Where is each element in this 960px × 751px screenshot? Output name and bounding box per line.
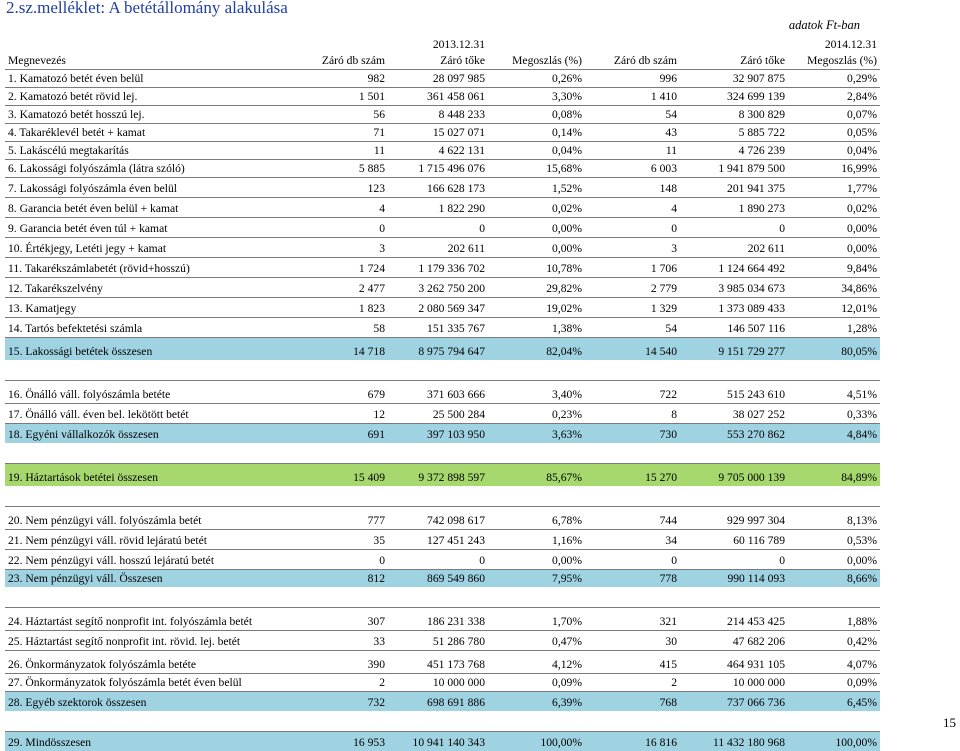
row-label: 16. Önálló váll. folyószámla betéte bbox=[5, 381, 270, 404]
table-row bbox=[5, 507, 880, 530]
row-value: 397 103 950 bbox=[388, 424, 488, 444]
row-label: 25. Háztartást segítő nonprofit int. rövid. lej. betét bbox=[5, 631, 270, 651]
row-value: 464 931 105 bbox=[680, 651, 788, 674]
row-value: 12,01% bbox=[788, 298, 880, 318]
year-header-row bbox=[5, 37, 880, 53]
row-value: 0,33% bbox=[788, 404, 880, 424]
row-label: 22. Nem pénzügyi váll. hosszú lejáratú betét bbox=[5, 550, 270, 570]
column-header-row bbox=[5, 53, 880, 70]
row-label: 24. Háztartást segítő nonprofit int. folyószámla betét bbox=[5, 608, 270, 631]
row-value: 8,66% bbox=[788, 570, 880, 588]
row-value: 1 706 bbox=[585, 258, 680, 278]
row-value: 1 179 336 702 bbox=[388, 258, 488, 278]
row-value: 151 335 767 bbox=[388, 318, 488, 338]
row-value: 100,00% bbox=[788, 732, 880, 751]
row-value: 0,09% bbox=[788, 674, 880, 692]
spacer-cell bbox=[5, 587, 880, 608]
row-value: 691 bbox=[270, 424, 388, 444]
row-value: 43 bbox=[585, 124, 680, 142]
row-value: 35 bbox=[270, 530, 388, 550]
table-row bbox=[5, 550, 880, 570]
row-value: 9,84% bbox=[788, 258, 880, 278]
row-value: 9 705 000 139 bbox=[680, 464, 788, 487]
row-value: 38 027 252 bbox=[680, 404, 788, 424]
column-header: Megoszlás (%) bbox=[788, 53, 880, 70]
row-value: 1 124 664 492 bbox=[680, 258, 788, 278]
table-row bbox=[5, 732, 880, 751]
spacer-cell bbox=[5, 360, 880, 381]
row-value: 2 477 bbox=[270, 278, 388, 298]
row-value: 361 458 061 bbox=[388, 88, 488, 106]
row-value: 29,82% bbox=[488, 278, 585, 298]
row-value: 307 bbox=[270, 608, 388, 631]
row-value: 47 682 206 bbox=[680, 631, 788, 651]
row-value: 15,68% bbox=[488, 160, 585, 178]
row-value: 0,08% bbox=[488, 106, 585, 124]
spacer-row bbox=[5, 711, 880, 732]
table-row bbox=[5, 178, 880, 198]
row-value: 0 bbox=[388, 550, 488, 570]
row-value: 3 985 034 673 bbox=[680, 278, 788, 298]
row-value: 1 715 496 076 bbox=[388, 160, 488, 178]
row-value: 54 bbox=[585, 318, 680, 338]
row-value: 0,53% bbox=[788, 530, 880, 550]
row-value: 1,88% bbox=[788, 608, 880, 631]
row-value: 812 bbox=[270, 570, 388, 588]
table-row bbox=[5, 278, 880, 298]
year-2014: 2014.12.31 bbox=[788, 37, 880, 53]
row-label: 12. Takarékszelvény bbox=[5, 278, 270, 298]
table-row bbox=[5, 298, 880, 318]
row-value: 730 bbox=[585, 424, 680, 444]
row-value: 732 bbox=[270, 692, 388, 712]
row-value: 2,84% bbox=[788, 88, 880, 106]
row-label: 28. Egyéb szektorok összesen bbox=[5, 692, 270, 712]
row-value: 929 997 304 bbox=[680, 507, 788, 530]
row-value: 15 270 bbox=[585, 464, 680, 487]
row-value: 6,78% bbox=[488, 507, 585, 530]
row-value: 10,78% bbox=[488, 258, 585, 278]
row-label: 17. Önálló váll. éven bel. lekötött betét bbox=[5, 404, 270, 424]
row-value: 25 500 284 bbox=[388, 404, 488, 424]
row-value: 2 bbox=[270, 674, 388, 692]
row-value: 19,02% bbox=[488, 298, 585, 318]
blank-cell bbox=[270, 37, 388, 53]
row-value: 371 603 666 bbox=[388, 381, 488, 404]
table-row bbox=[5, 674, 880, 692]
table-row bbox=[5, 338, 880, 361]
row-value: 321 bbox=[585, 608, 680, 631]
row-value: 1 822 290 bbox=[388, 198, 488, 218]
table-row bbox=[5, 404, 880, 424]
row-value: 4,07% bbox=[788, 651, 880, 674]
row-value: 698 691 886 bbox=[388, 692, 488, 712]
row-value: 15 409 bbox=[270, 464, 388, 487]
row-value: 0,07% bbox=[788, 106, 880, 124]
row-value: 10 000 000 bbox=[388, 674, 488, 692]
row-value: 1,77% bbox=[788, 178, 880, 198]
row-value: 324 699 139 bbox=[680, 88, 788, 106]
row-value: 0,47% bbox=[488, 631, 585, 651]
row-value: 2 bbox=[585, 674, 680, 692]
page-title: 2.sz.melléklet: A betétállomány alakulása bbox=[6, 0, 288, 18]
column-header: Megnevezés bbox=[5, 53, 270, 70]
row-value: 0 bbox=[270, 550, 388, 570]
row-value: 3,30% bbox=[488, 88, 585, 106]
row-value: 8 300 829 bbox=[680, 106, 788, 124]
table-row bbox=[5, 88, 880, 106]
row-value: 32 907 875 bbox=[680, 70, 788, 88]
table-row bbox=[5, 631, 880, 651]
row-value: 1 329 bbox=[585, 298, 680, 318]
row-value: 0,00% bbox=[788, 550, 880, 570]
row-value: 1,38% bbox=[488, 318, 585, 338]
row-value: 123 bbox=[270, 178, 388, 198]
row-value: 5 885 bbox=[270, 160, 388, 178]
row-label: 1. Kamatozó betét éven belül bbox=[5, 70, 270, 88]
row-value: 33 bbox=[270, 631, 388, 651]
row-value: 0,02% bbox=[788, 198, 880, 218]
spacer-row bbox=[5, 587, 880, 608]
row-value: 415 bbox=[585, 651, 680, 674]
row-value: 0,14% bbox=[488, 124, 585, 142]
row-value: 7,95% bbox=[488, 570, 585, 588]
row-value: 768 bbox=[585, 692, 680, 712]
table-row bbox=[5, 70, 880, 88]
table-row bbox=[5, 692, 880, 712]
row-value: 56 bbox=[270, 106, 388, 124]
row-label: 9. Garancia betét éven túl + kamat bbox=[5, 218, 270, 238]
row-value: 4,51% bbox=[788, 381, 880, 404]
row-value: 1,28% bbox=[788, 318, 880, 338]
spacer-cell bbox=[5, 443, 880, 464]
spacer-row bbox=[5, 360, 880, 381]
column-header: Záró tőke bbox=[388, 53, 488, 70]
table-row bbox=[5, 124, 880, 142]
row-value: 0,04% bbox=[788, 142, 880, 160]
row-value: 0 bbox=[585, 218, 680, 238]
row-value: 5 885 722 bbox=[680, 124, 788, 142]
row-value: 58 bbox=[270, 318, 388, 338]
row-value: 778 bbox=[585, 570, 680, 588]
row-value: 51 286 780 bbox=[388, 631, 488, 651]
row-value: 9 372 898 597 bbox=[388, 464, 488, 487]
row-value: 0,26% bbox=[488, 70, 585, 88]
row-value: 71 bbox=[270, 124, 388, 142]
row-value: 4,12% bbox=[488, 651, 585, 674]
row-value: 3 262 750 200 bbox=[388, 278, 488, 298]
row-value: 201 941 375 bbox=[680, 178, 788, 198]
row-value: 1 724 bbox=[270, 258, 388, 278]
table-row bbox=[5, 258, 880, 278]
column-header: Záró db szám bbox=[585, 53, 680, 70]
row-value: 515 243 610 bbox=[680, 381, 788, 404]
row-value: 0,00% bbox=[788, 238, 880, 258]
row-value: 737 066 736 bbox=[680, 692, 788, 712]
blank-cell bbox=[585, 37, 680, 53]
row-value: 1 410 bbox=[585, 88, 680, 106]
row-value: 16,99% bbox=[788, 160, 880, 178]
row-value: 16 816 bbox=[585, 732, 680, 751]
table-row bbox=[5, 608, 880, 631]
row-value: 8 975 794 647 bbox=[388, 338, 488, 361]
table-row bbox=[5, 106, 880, 124]
row-value: 0 bbox=[270, 218, 388, 238]
row-value: 214 453 425 bbox=[680, 608, 788, 631]
row-value: 1 501 bbox=[270, 88, 388, 106]
row-value: 8 bbox=[585, 404, 680, 424]
row-label: 6. Lakossági folyószámla (látra szóló) bbox=[5, 160, 270, 178]
row-label: 26. Önkormányzatok folyószámla betéte bbox=[5, 651, 270, 674]
row-label: 5. Lakáscélú megtakarítás bbox=[5, 142, 270, 160]
year-2013: 2013.12.31 bbox=[388, 37, 488, 53]
row-value: 202 611 bbox=[388, 238, 488, 258]
row-value: 4 bbox=[270, 198, 388, 218]
row-value: 0 bbox=[388, 218, 488, 238]
row-value: 1,70% bbox=[488, 608, 585, 631]
row-value: 451 173 768 bbox=[388, 651, 488, 674]
row-value: 14 718 bbox=[270, 338, 388, 361]
spacer-cell bbox=[5, 486, 880, 507]
row-value: 82,04% bbox=[488, 338, 585, 361]
row-value: 166 628 173 bbox=[388, 178, 488, 198]
row-value: 0,00% bbox=[788, 218, 880, 238]
row-value: 1,16% bbox=[488, 530, 585, 550]
row-value: 553 270 862 bbox=[680, 424, 788, 444]
table-row bbox=[5, 464, 880, 487]
table-row bbox=[5, 424, 880, 444]
row-label: 14. Tartós befektetési számla bbox=[5, 318, 270, 338]
row-value: 148 bbox=[585, 178, 680, 198]
table-row bbox=[5, 160, 880, 178]
row-value: 146 507 116 bbox=[680, 318, 788, 338]
row-value: 8,13% bbox=[788, 507, 880, 530]
column-header: Megoszlás (%) bbox=[488, 53, 585, 70]
row-label: 27. Önkormányzatok folyószámla betét éven belül bbox=[5, 674, 270, 692]
row-value: 80,05% bbox=[788, 338, 880, 361]
row-value: 742 098 617 bbox=[388, 507, 488, 530]
table-row bbox=[5, 570, 880, 588]
row-value: 869 549 860 bbox=[388, 570, 488, 588]
row-value: 4 622 131 bbox=[388, 142, 488, 160]
row-value: 679 bbox=[270, 381, 388, 404]
spacer-cell bbox=[5, 711, 880, 732]
row-value: 54 bbox=[585, 106, 680, 124]
row-label: 29. Mindösszesen bbox=[5, 732, 270, 751]
row-value: 390 bbox=[270, 651, 388, 674]
spacer-row bbox=[5, 443, 880, 464]
row-label: 4. Takaréklevél betét + kamat bbox=[5, 124, 270, 142]
row-value: 100,00% bbox=[488, 732, 585, 751]
row-value: 3,63% bbox=[488, 424, 585, 444]
row-value: 722 bbox=[585, 381, 680, 404]
row-value: 11 bbox=[270, 142, 388, 160]
row-label: 15. Lakossági betétek összesen bbox=[5, 338, 270, 361]
row-value: 34,86% bbox=[788, 278, 880, 298]
row-value: 0,42% bbox=[788, 631, 880, 651]
deposit-table bbox=[5, 37, 880, 751]
row-value: 990 114 093 bbox=[680, 570, 788, 588]
table-row bbox=[5, 238, 880, 258]
row-value: 996 bbox=[585, 70, 680, 88]
row-value: 30 bbox=[585, 631, 680, 651]
row-value: 1 941 879 500 bbox=[680, 160, 788, 178]
row-value: 85,67% bbox=[488, 464, 585, 487]
row-label: 18. Egyéni vállalkozók összesen bbox=[5, 424, 270, 444]
row-label: 20. Nem pénzügyi váll. folyószámla betét bbox=[5, 507, 270, 530]
row-label: 23. Nem pénzügyi váll. Összesen bbox=[5, 570, 270, 588]
row-value: 34 bbox=[585, 530, 680, 550]
spacer-row bbox=[5, 486, 880, 507]
row-value: 0,23% bbox=[488, 404, 585, 424]
table-row bbox=[5, 318, 880, 338]
row-value: 0,05% bbox=[788, 124, 880, 142]
row-value: 4 726 239 bbox=[680, 142, 788, 160]
table-row bbox=[5, 381, 880, 404]
row-label: 19. Háztartások betétei összesen bbox=[5, 464, 270, 487]
row-value: 777 bbox=[270, 507, 388, 530]
row-value: 28 097 985 bbox=[388, 70, 488, 88]
row-value: 11 432 180 968 bbox=[680, 732, 788, 751]
row-value: 3 bbox=[270, 238, 388, 258]
table-row bbox=[5, 198, 880, 218]
table-row bbox=[5, 530, 880, 550]
row-value: 10 941 140 343 bbox=[388, 732, 488, 751]
row-value: 202 611 bbox=[680, 238, 788, 258]
row-value: 14 540 bbox=[585, 338, 680, 361]
table-row bbox=[5, 142, 880, 160]
row-value: 8 448 233 bbox=[388, 106, 488, 124]
column-header: Záró tőke bbox=[680, 53, 788, 70]
row-value: 127 451 243 bbox=[388, 530, 488, 550]
row-value: 6,39% bbox=[488, 692, 585, 712]
row-value: 6 003 bbox=[585, 160, 680, 178]
row-value: 15 027 071 bbox=[388, 124, 488, 142]
row-value: 0 bbox=[680, 550, 788, 570]
row-label: 8. Garancia betét éven belül + kamat bbox=[5, 198, 270, 218]
row-value: 744 bbox=[585, 507, 680, 530]
row-value: 1 823 bbox=[270, 298, 388, 318]
row-value: 16 953 bbox=[270, 732, 388, 751]
row-value: 0,00% bbox=[488, 550, 585, 570]
row-value: 11 bbox=[585, 142, 680, 160]
row-value: 2 080 569 347 bbox=[388, 298, 488, 318]
row-value: 0,00% bbox=[488, 218, 585, 238]
table-row bbox=[5, 218, 880, 238]
row-value: 1 890 273 bbox=[680, 198, 788, 218]
row-value: 0,29% bbox=[788, 70, 880, 88]
row-value: 84,89% bbox=[788, 464, 880, 487]
row-label: 21. Nem pénzügyi váll. rövid lejáratú betét bbox=[5, 530, 270, 550]
row-label: 10. Értékjegy, Letéti jegy + kamat bbox=[5, 238, 270, 258]
row-value: 60 116 789 bbox=[680, 530, 788, 550]
row-value: 10 000 000 bbox=[680, 674, 788, 692]
row-value: 1,52% bbox=[488, 178, 585, 198]
row-label: 3. Kamatozó betét hosszú lej. bbox=[5, 106, 270, 124]
row-value: 0 bbox=[680, 218, 788, 238]
row-value: 3 bbox=[585, 238, 680, 258]
row-label: 2. Kamatozó betét rövid lej. bbox=[5, 88, 270, 106]
table-row bbox=[5, 651, 880, 674]
row-value: 186 231 338 bbox=[388, 608, 488, 631]
row-value: 1 373 089 433 bbox=[680, 298, 788, 318]
row-label: 11. Takarékszámlabetét (rövid+hosszú) bbox=[5, 258, 270, 278]
row-value: 0,00% bbox=[488, 238, 585, 258]
column-header: Záró db szám bbox=[270, 53, 388, 70]
row-value: 0,09% bbox=[488, 674, 585, 692]
row-value: 0,02% bbox=[488, 198, 585, 218]
unit-note: adatok Ft-ban bbox=[789, 18, 860, 33]
blank-cell bbox=[680, 37, 788, 53]
row-value: 0 bbox=[585, 550, 680, 570]
row-value: 2 779 bbox=[585, 278, 680, 298]
blank-cell bbox=[488, 37, 585, 53]
page-number: 15 bbox=[943, 715, 956, 731]
row-value: 4 bbox=[585, 198, 680, 218]
row-value: 3,40% bbox=[488, 381, 585, 404]
row-value: 12 bbox=[270, 404, 388, 424]
row-value: 982 bbox=[270, 70, 388, 88]
row-value: 0,04% bbox=[488, 142, 585, 160]
row-value: 4,84% bbox=[788, 424, 880, 444]
blank-cell bbox=[5, 37, 270, 53]
row-value: 9 151 729 277 bbox=[680, 338, 788, 361]
row-label: 13. Kamatjegy bbox=[5, 298, 270, 318]
row-label: 7. Lakossági folyószámla éven belül bbox=[5, 178, 270, 198]
row-value: 6,45% bbox=[788, 692, 880, 712]
